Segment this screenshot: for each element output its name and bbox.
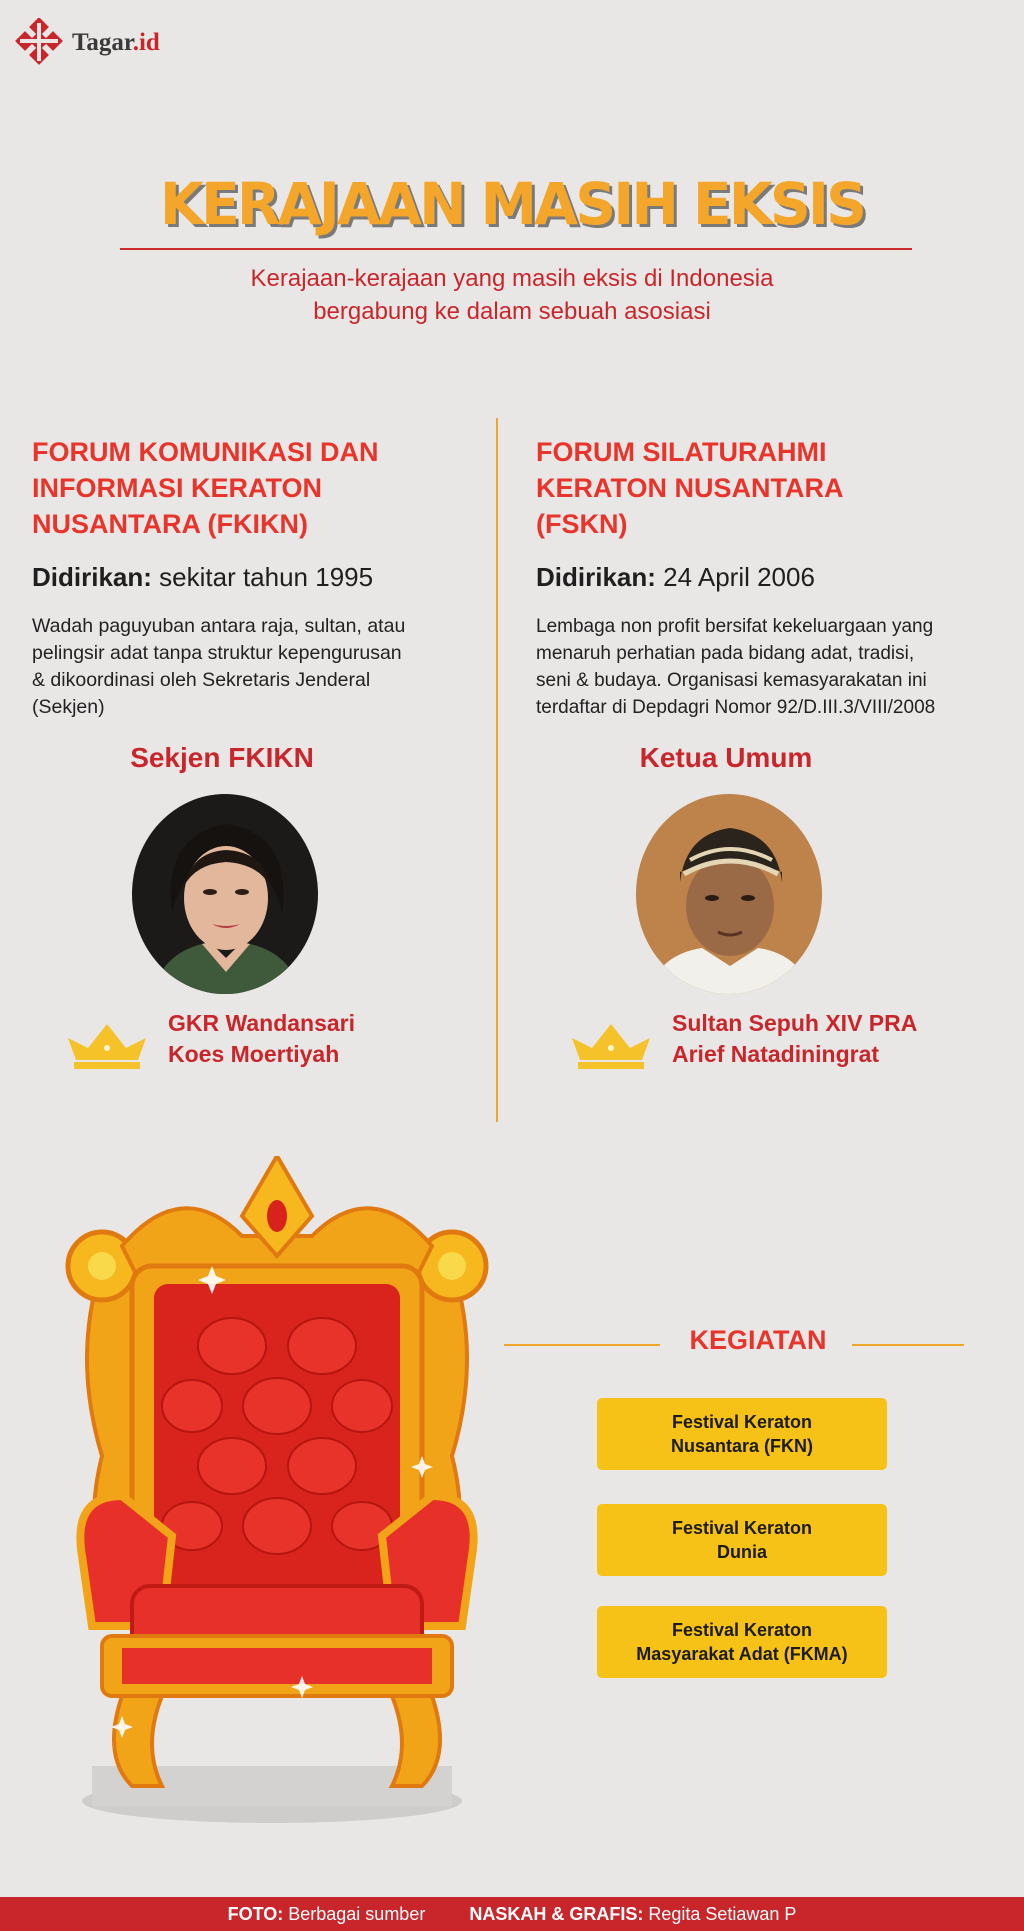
- founded-value: 24 April 2006: [655, 562, 815, 592]
- activity-line: Festival Keraton: [671, 1620, 813, 1640]
- author-credit-value: Regita Setiawan P: [643, 1903, 797, 1924]
- activity-line: Festival Keraton: [671, 1412, 813, 1432]
- org-column-fskn: [536, 434, 966, 721]
- activity-line: Nusantara (FKN): [670, 1436, 813, 1456]
- subtitle-line: bergabung ke dalam sebuah asosiasi: [313, 298, 711, 325]
- desc-line: menaruh perhatian pada bidang adat, tradisi,: [536, 643, 915, 664]
- heading-rule: [504, 1344, 660, 1346]
- person-name-line: GKR Wandansari: [168, 1010, 356, 1036]
- activity-card: [597, 1398, 887, 1470]
- page-subtitle: [112, 262, 912, 328]
- person-name-line: Sultan Sepuh XIV PRA: [672, 1010, 918, 1036]
- org-description: [536, 613, 966, 721]
- founded-label: Didirikan:: [536, 562, 656, 592]
- tagar-logo-mark-icon: [14, 18, 66, 68]
- author-credit-label: NASKAH & GRAFIS:: [469, 1903, 644, 1924]
- desc-line: & dikoordinasi oleh Sekretaris Jenderal: [32, 669, 371, 691]
- crown-icon: [570, 1018, 652, 1070]
- portrait-woman-image: [132, 794, 318, 994]
- activity-card: [597, 1504, 887, 1576]
- photo-credit-value: Berbagai sumber: [283, 1903, 426, 1924]
- founded-info: [32, 562, 462, 593]
- tagar-logo: [14, 18, 204, 68]
- photo-credit: [228, 1904, 426, 1925]
- org-name-line: FORUM SILATURAHMI: [536, 437, 827, 467]
- activity-line: Dunia: [716, 1542, 767, 1562]
- desc-line: (Sekjen): [32, 696, 105, 718]
- org-name-line: FORUM KOMUNIKASI DAN: [32, 437, 379, 467]
- role-title: Sekjen FKIKN: [130, 742, 314, 773]
- throne-illustration: [62, 1156, 492, 1836]
- portrait-man-image: [636, 794, 822, 994]
- role-title: Ketua Umum: [639, 742, 813, 773]
- founded-label: Didirikan:: [32, 562, 152, 592]
- org-name-line: INFORMASI KERATON: [32, 473, 322, 503]
- logo-tld: .id: [132, 29, 160, 56]
- crown-icon: [66, 1018, 148, 1070]
- org-name-line: NUSANTARA (FKIKN): [32, 509, 308, 539]
- desc-line: pelingsir adat tanpa struktur kepengurusan: [32, 642, 402, 664]
- activity-line: Festival Keraton: [671, 1518, 813, 1538]
- desc-line: Lembaga non profit bersifat kekeluargaan yang: [536, 616, 934, 637]
- page-title: KERAJAAN MASIH EKSIS: [159, 170, 865, 238]
- person-name-line: Arief Natadiningrat: [672, 1041, 880, 1067]
- org-name: [32, 434, 462, 542]
- author-credit: [469, 1904, 796, 1925]
- activity-card: [597, 1606, 887, 1678]
- founded-value: sekitar tahun 1995: [151, 562, 374, 592]
- activities-heading: [500, 1325, 964, 1365]
- activities-title: KEGIATAN: [689, 1325, 827, 1355]
- person-name: [168, 1008, 355, 1070]
- desc-line: terdaftar di Depdagri Nomor 92/D.III.3/VIII/2008: [536, 697, 936, 718]
- founded-info: [536, 562, 966, 593]
- logo-text: Tagar: [72, 29, 133, 56]
- column-divider: [496, 418, 498, 1122]
- title-divider: [120, 248, 912, 250]
- org-description: [32, 613, 462, 721]
- portrait-photo: [636, 794, 822, 994]
- activity-line: Masyarakat Adat (FKMA): [636, 1644, 848, 1664]
- org-name-line: (FSKN): [536, 509, 628, 539]
- person-name-line: Koes Moertiyah: [168, 1041, 340, 1067]
- credits-footer: [0, 1897, 1024, 1931]
- desc-line: Wadah paguyuban antara raja, sultan, atau: [32, 615, 406, 637]
- org-name: [536, 434, 966, 542]
- portrait-photo: [132, 794, 318, 994]
- desc-line: seni & budaya. Organisasi kemasyarakatan ini: [536, 670, 927, 691]
- subtitle-line: Kerajaan-kerajaan yang masih eksis di Indonesia: [250, 265, 774, 292]
- heading-rule: [852, 1344, 964, 1346]
- person-name: [672, 1008, 917, 1070]
- org-name-line: KERATON NUSANTARA: [536, 473, 844, 503]
- org-column-fkikn: [32, 434, 462, 721]
- photo-credit-label: FOTO:: [227, 1903, 284, 1924]
